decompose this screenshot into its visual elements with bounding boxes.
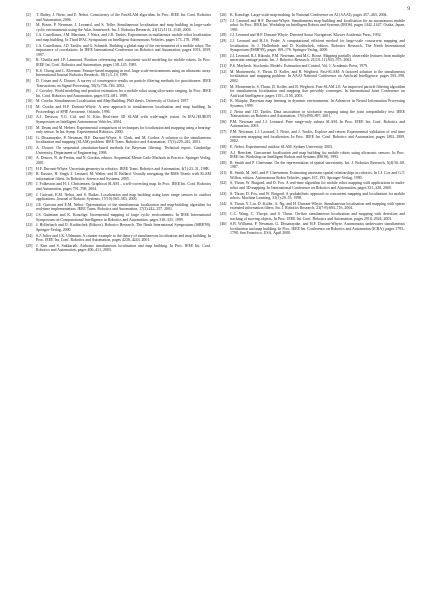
reference-label: [9] xyxy=(26,89,31,94)
reference-entry xyxy=(26,13,211,22)
reference-entry xyxy=(220,151,405,160)
reference-label: [13] xyxy=(26,125,33,130)
reference-label: [22] xyxy=(26,213,33,218)
reference-label: [26] xyxy=(220,13,227,17)
reference-label: [33] xyxy=(220,84,227,89)
reference-entry xyxy=(220,64,405,69)
reference-entry xyxy=(220,19,405,33)
reference-entry xyxy=(220,13,405,18)
reference-entry xyxy=(26,203,211,212)
reference-entry xyxy=(26,213,211,222)
reference-text: J. Crowley. World modeling and position estimation for a mobile robot using ultra-sonic ranging. In Proc. IEEE Int. Conf. Robotics and Automation, pages 674–681, 1989. xyxy=(36,89,211,98)
reference-text: J.E. Guivant and E.M. Nebot. Optimization of the simultaneous localization and map-building algorithm for real-time implementation. IEEE Trans. Robotics and Automation, 17(3):242–257, 2001. xyxy=(36,202,211,212)
reference-text: J. Kim and S. Sukkarieh. Airborne simultaneous localisation and map building. In Proc. IEEE Int. Conf. Robotics and Automation, pages 406–411, 2003. xyxy=(36,243,211,253)
reference-label: [28] xyxy=(220,33,227,38)
reference-entry xyxy=(26,172,211,181)
reference-text: S. Thrun, Y. Liu, D. Koller, A. Ng, and H. Durrant-Whyte. Simultaneous localisation and mapping with sparse extended information filters. Int. J. Robotics Research, 23(7-8):693–716, 2004. xyxy=(230,201,405,211)
reference-entry xyxy=(220,85,405,99)
reference-label: [41] xyxy=(220,171,227,176)
reference-label: [24] xyxy=(26,233,33,238)
reference-text: M. Montemerlo, S. Thrun, D. Koller, and B. Wegbreit. Fast-SLAM: A factored solution to the simultaneous localization and mapping problem. In AAAI National Conference on Artificial Intelligence, pages 593–598, 2002. xyxy=(230,69,405,83)
reference-text: P.S. Maybeck. Stochastic Models, Estimation and Control, Vol. I. Academic Press, 1979. xyxy=(230,64,368,69)
reference-entry xyxy=(26,234,211,243)
reference-label: [31] xyxy=(220,64,227,69)
reference-entry xyxy=(26,23,211,32)
reference-label: [19] xyxy=(26,182,33,187)
reference-label: [6] xyxy=(26,58,31,63)
reference-entry xyxy=(220,161,405,170)
reference-entry xyxy=(220,171,405,180)
reference-text: A.J. Davison, Y.G. Cid, and N. Kita. Real-time 3D SLAM with wide-angle vision. In IFAC/EURON Symposium on Intelligent Autonomous Vehicles, 2004. xyxy=(36,115,211,124)
reference-text: E. Nebot. Experimental outdoor SLAM. Sydney University, 2003. xyxy=(230,144,334,149)
reference-label: [2] xyxy=(26,13,31,17)
reference-text: K.S. Chong and L. Kleeman. Feature-based mapping in real, large scale environments using an ultrasonic array. International Journal Robotics Research, 18(1):3–19, 1999. xyxy=(36,68,211,78)
reference-text: M. Bosse, P. Newman, J. Leonard, and S. Teller. Simultaneous localization and map building in large-scale cyclic environments using the Atlas framework. Int. J. Robotics Research, 23(12):1113–1140, 2004. xyxy=(36,23,211,32)
reference-entry xyxy=(220,120,405,129)
reference-label: [40] xyxy=(220,160,227,165)
reference-entry xyxy=(220,222,405,236)
reference-label: [8] xyxy=(26,78,31,83)
reference-entry xyxy=(26,167,211,172)
reference-label: [14] xyxy=(26,135,33,140)
reference-label: [43] xyxy=(220,191,227,196)
reference-label: [16] xyxy=(26,156,33,161)
reference-text: R. Smith and P. Cheesman. On the representation of spatial uncertainty. Int. J. Robotics Research, 5(4):56–68, 1987. xyxy=(230,160,405,170)
reference-label: [21] xyxy=(26,202,33,207)
reference-entry xyxy=(26,156,211,165)
reference-entry xyxy=(26,115,211,124)
reference-text: J. Folkesson and H. I. Christensen. Graphical SLAM – a self-correcting map. In Proc. IEEE Int. Conf. Robotics and Automation, pages 791–798, 2004. xyxy=(36,182,211,191)
reference-text: J.J. Leonard and H.F. Durrant-Whyte. Directed Sonar Navigation. Kluwer Academic Press, 1992. xyxy=(230,33,382,38)
reference-entry xyxy=(220,70,405,84)
reference-label: [37] xyxy=(220,130,227,135)
reference-entry xyxy=(26,126,211,135)
reference-entry xyxy=(26,58,211,67)
page-number: 9 xyxy=(407,6,410,12)
reference-label: [46] xyxy=(220,222,227,227)
reference-label: [36] xyxy=(220,119,227,124)
reference-text: J.A. Castellanos, J.M. Martinez, J. Neira, and J.D. Tardós. Experiments in multisensor mobile robot localization and map building. In Third IFAC Symposium on Intelligent Autonomous Vehicles, pages 173–178, 1998. xyxy=(36,33,211,43)
reference-label: [20] xyxy=(26,192,33,197)
reference-text: M. Deans and M. Hebert. Experimental comparison of techniques for localization and mapping using a bearing-only sensor. In Int. Symp. Experimental Robotics, 2000. xyxy=(36,125,211,135)
reference-entry xyxy=(26,99,211,104)
reference-label: [5] xyxy=(26,43,31,48)
reference-entry xyxy=(26,69,211,78)
reference-text: S.B. Williams, P. Newman, G. Dissanayake, and H.F. Durrant-Whyte. Autonomous underwater simultaneous localisation and map building. In Proc. IEEE Int. Conference on Robotics and Automation (ICRA), pages 1793–1798, San Francisco, USA, April 2000. xyxy=(230,222,405,236)
reference-entry xyxy=(220,212,405,221)
reference-entry xyxy=(26,223,211,232)
reference-text: J. Hollerbach and D. Koditschek (Editors). Robotics Research, The Ninth International Symposium (ISRR'99). Springer-Verlag, 2000. xyxy=(36,223,211,232)
reference-label: [15] xyxy=(26,146,33,151)
reference-text: M. Csorba and H.F. Durrant-Whyte. A new approach to simultaneous localisation and map building. In Proceedings of SPIE Aerosense, Orlando, 1996. xyxy=(36,105,211,114)
reference-text: D. Crisan and A. Doucet. A survey of convergence results on particle filtering methods for practitioners. IEEE Transactions on Signal Processing, 50(3):736–746, 2002. xyxy=(36,78,211,88)
reference-text: R. Eustice, H. Singh, J. Leonard, M. Walter, and R. Ballard. Visually navigating the RMS Titanic with SLAM information filters. In Robotics: Science and Systems, 2005. xyxy=(36,172,211,181)
reference-text: P.M. Newman, J.J. Leonard, J. Neira, and J. Tardós. Explore and return: Experimental validation of real time concurrent mapping and localization. In Proc. IEEE Int. Conf. Robotics and Automation, pages 1802–1809, 2002. xyxy=(230,130,405,144)
reference-label: [4] xyxy=(26,33,31,38)
reference-entry xyxy=(26,182,211,191)
references-right-column xyxy=(220,13,405,237)
reference-label: [44] xyxy=(220,201,227,206)
reference-text: P.M. Newman and J.J. Leonard. Pure range-only subsea SLAM. In Proc. IEEE Int. Conf. Robotics and Automation, 2003. xyxy=(230,119,405,129)
reference-entry xyxy=(220,130,405,144)
reference-entry xyxy=(220,39,405,53)
reference-text: T. Bailey, J. Nieto, and E. Nebot. Consistency of the FastSLAM algorithm. In Proc. IEEE Int. Conf. Robotics and Automation, 2006. xyxy=(36,13,211,22)
reference-entry xyxy=(26,79,211,88)
reference-text: S. Thrun, D. Fox, and W. Burgard. A probabilistic approach to concurrent mapping and localization for mobile robots. Machine Learning, 31(1):29–53, 1998. xyxy=(230,191,405,201)
reference-label: [27] xyxy=(220,18,227,23)
reference-text: K. Murphy. Bayesian map learning in dynamic environments. In Advances in Neural Information Processing Systems, 1999. xyxy=(230,99,405,108)
reference-text: R. Smith, M. Self, and P. Cheeseman. Estimating uncertain spatial relationships in robotics. In I.J. Cox and G.T. Wilfon, editors, Autonomous Robot Vehicles, pages 167–193. Springer-Verlag, 1990. xyxy=(230,171,405,180)
reference-text: S. Thrun, W. Burgard, and D. Fox. A real-time algorithm for mobile robot mapping with applications to multi-robot and 3D mapping. In International Conference on Robotics and Automation, pages 321–328, 2000. xyxy=(230,181,405,190)
reference-text: A. Doucet, N. de Freitas, and N. Gordon, editors. Sequential Monte Carlo Methods in Practice. Springer Verlag, 2001. xyxy=(36,156,211,165)
reference-text: R. Chatila and J.P. Laumond. Position referencing and consistent world modeling for mobile robots. In Proc. IEEE Int. Conf. Robotics and Automation, pages 138–145, 1985. xyxy=(36,58,211,68)
reference-text: K. Konolige. Large-scale map-making. In National Conference on AI (AAAI), pages 457–463, 2004. xyxy=(230,13,388,17)
reference-label: [34] xyxy=(220,99,227,104)
reference-text: J.A. Castellanos, J.D. Tardós, and G. Schmidt. Building a global map of the environment of a mobile robot: The importance of correlations. In IEEE International Conference on Robotics and Automation, pages 1053–1059, 1997. xyxy=(36,43,211,57)
reference-label: [32] xyxy=(220,69,227,74)
reference-label: [23] xyxy=(26,223,33,228)
reference-text: A. Doucet. On sequential simulation-based methods for Bayesian filtering. Technical report, Cambridge University, Department of Engineering, 1998. xyxy=(36,146,211,155)
reference-text: M. Montemerlo, S. Thrun, D. Koller, and B. Wegbreit. Fast-SLAM 2.0: An improved particle filtering algorithm for simultaneous localization and mapping that provably converges. In International Joint Conference on Artificial Intelligence, pages 1151–1156, 2003. xyxy=(230,84,405,98)
reference-label: [29] xyxy=(220,39,227,44)
reference-entry xyxy=(26,44,211,58)
reference-label: [45] xyxy=(220,212,227,216)
reference-text: J.S. Gutmann and K. Konolige. Incremental mapping of large cyclic environments. In IEEE International Symposium on Computational Intelligence in Robotics and Automation, pages 318–325, 1999. xyxy=(36,213,211,222)
reference-entry xyxy=(220,192,405,201)
reference-entry xyxy=(26,89,211,98)
reference-entry xyxy=(220,33,405,38)
reference-entry xyxy=(26,136,211,145)
reference-entry xyxy=(220,145,405,150)
reference-label: [10] xyxy=(26,99,33,104)
reference-entry xyxy=(220,99,405,108)
reference-entry xyxy=(220,110,405,119)
reference-label: [17] xyxy=(26,166,33,171)
reference-text: J.J. Leonard and H.J.S. Feder. A computational efficient method for large-scale concurrent mapping and localisation. In J. Hollerbach and D. Koditschek, editors, Robotics Research, The Ninth International Symposium (ISRR'99), pages 169–176. Springer-Verlag, 2000. xyxy=(230,39,405,53)
reference-text: G. Dissanayake, P. Newman, H.F. Durrant-Whyte, S. Clark, and M. Csobra. A solution to the simultaneous localization and mapping (SLAM) problem. IEEE Trans. Robotics and Automation, 17(3):229–241, 2001. xyxy=(36,135,211,145)
reference-label: [12] xyxy=(26,115,33,120)
reference-text: C.C. Wang, C. Thorpe, and S. Thrun. On-line simultaneous localization and mapping with detection and tracking of moving objects. In Proc. IEEE Int. Conf. Robotics and Automation, pages 2918–2924, 2003. xyxy=(230,212,405,221)
reference-text: H.F. Durrant-Whyte. Uncertain geometry in robotics. IEEE Trans. Robotics and Automation, 4(1):23–31, 1988. xyxy=(36,166,210,171)
reference-entry xyxy=(26,146,211,155)
reference-entry xyxy=(220,54,405,63)
reference-label: [25] xyxy=(26,243,33,248)
reference-entry xyxy=(26,244,211,253)
reference-entry xyxy=(220,181,405,190)
reference-text: J. Neira and J.D. Tardós. Data association in stochastic mapping using the joint compatibility test. IEEE Transactions on Robotics and Automation, 17(6):890–897, 2001. xyxy=(230,109,405,119)
reference-label: [3] xyxy=(26,23,31,28)
reference-text: J.J. Leonard, R.J. Rikoski, P.M. Newman, and M.C. Bosse. Mapping partially observable features from multiple uncertain vantage points. Int. J. Robotics Research, 21(10–11):943–975, 2002. xyxy=(230,53,405,63)
reference-entry xyxy=(26,33,211,42)
reference-label: [38] xyxy=(220,144,227,149)
reference-text: J.J. Leonard and H.F. Durrant-Whyte. Simultaneous map building and localisation for an autonomous mobile robot. In Proc. IEEE Int. Workshop on Intelligent Robots and Systems (IROS), pages 1442–1447, Osaka, Japan, 1991. xyxy=(230,18,405,32)
references-left-column xyxy=(26,13,211,254)
reference-text: A.J. Rencken. Concurrent localisation and map building for mobile robots using ultrasonic sensors. In Proc. IEEE Int. Workshop on Intelligent Robots and Systems (IROS), 1993. xyxy=(230,150,405,160)
reference-label: [18] xyxy=(26,172,33,177)
reference-text: M. Csorba. Simultaneous Localisation and Map Building. PhD thesis, University of Oxford, 1997. xyxy=(36,99,190,104)
reference-text: S.J. Julier and J.K. Uhlmann. A counter example to the theory of simultaneous localization and map building. In Proc. IEEE Int. Conf. Robotics and Automation, pages 4238–4243, 2001. xyxy=(36,233,211,243)
reference-label: [39] xyxy=(220,150,227,155)
reference-text: J. Guivant, E.M. Nebot, and S. Baiker. Localization and map building using laser range sensors in outdoor applications. Journal of Robotic Systems, 17(10):565–583, 2000. xyxy=(36,192,211,202)
reference-label: [35] xyxy=(220,109,227,114)
reference-entry xyxy=(220,202,405,211)
reference-entry xyxy=(26,193,211,202)
reference-label: [30] xyxy=(220,53,227,58)
reference-label: [42] xyxy=(220,181,227,186)
reference-label: [7] xyxy=(26,68,31,73)
reference-label: [11] xyxy=(26,105,33,110)
reference-entry xyxy=(26,105,211,114)
